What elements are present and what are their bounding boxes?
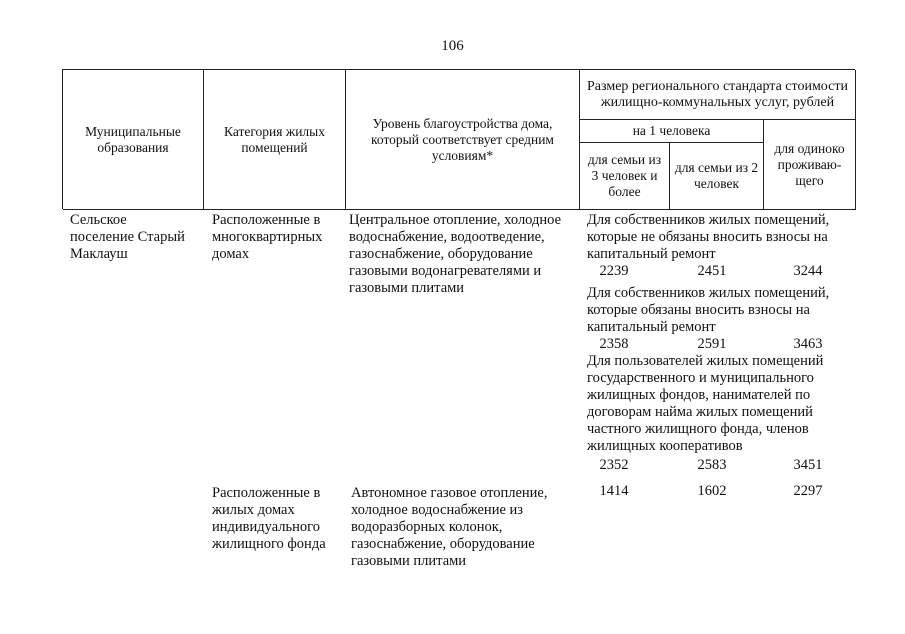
group-label: Для пользователей жилых помещений государственного и муниципального жилищных фондов, нанимателей по договорам найма жилых помещений частного жилищного фонда, членов жилищных кооперативов — [587, 353, 824, 454]
value-family2: 2591 — [697, 336, 727, 352]
header-municipality: Муниципальные образования — [63, 70, 204, 210]
row1-level: Центральное отопление, холодное водоснабжение, водоотведение, газоснабжение, оборудование газовыми водонагревателями и газовыми плитами — [349, 212, 562, 296]
row2-level: Автономное газовое отопление, холодное водоснабжение из водоразборных колонок, газоснабжение, оборудование газовыми плитами — [351, 485, 548, 569]
header-per-person: на 1 человека — [580, 120, 764, 143]
row2-value-family3: 1414 — [599, 483, 629, 499]
row2-value-family2: 1602 — [697, 483, 727, 499]
value-family3: 2358 — [599, 336, 629, 352]
page-number: 106 — [441, 38, 464, 54]
value-family2: 2451 — [697, 263, 727, 279]
header-family-2: для семьи из 2 человек — [670, 143, 764, 210]
value-single: 3451 — [793, 457, 823, 473]
header-family-3: для семьи из 3 человек и более — [580, 143, 670, 210]
row2-value-single: 2297 — [793, 483, 823, 499]
header-level: Уровень благоустройства дома, который соответствует средним условиям* — [346, 70, 580, 210]
header-category: Категория жилых помещений — [204, 70, 346, 210]
value-family3: 2239 — [599, 263, 629, 279]
group-label: Для собственников жилых помещений, которые не обязаны вносить взносы на капитальный ремонт — [587, 212, 830, 262]
row2-category: Расположенные в жилых домах индивидуального жилищного фонда — [212, 485, 326, 552]
header-standard-size: Размер регионального стандарта стоимости жилищно-коммунальных услуг, рублей — [580, 70, 856, 120]
header-single: для одиноко проживаю-щего — [764, 120, 856, 210]
group-label: Для собственников жилых помещений, которые обязаны вносить взносы на капитальный ремонт — [587, 285, 830, 335]
value-family3: 2352 — [599, 457, 629, 473]
value-family2: 2583 — [697, 457, 727, 473]
value-single: 3244 — [793, 263, 823, 279]
row1-category: Расположенные в многоквартирных домах — [212, 212, 323, 262]
municipality-name: Сельское поселение Старый Маклауш — [70, 212, 185, 262]
table-header — [62, 69, 855, 209]
value-single: 3463 — [793, 336, 823, 352]
